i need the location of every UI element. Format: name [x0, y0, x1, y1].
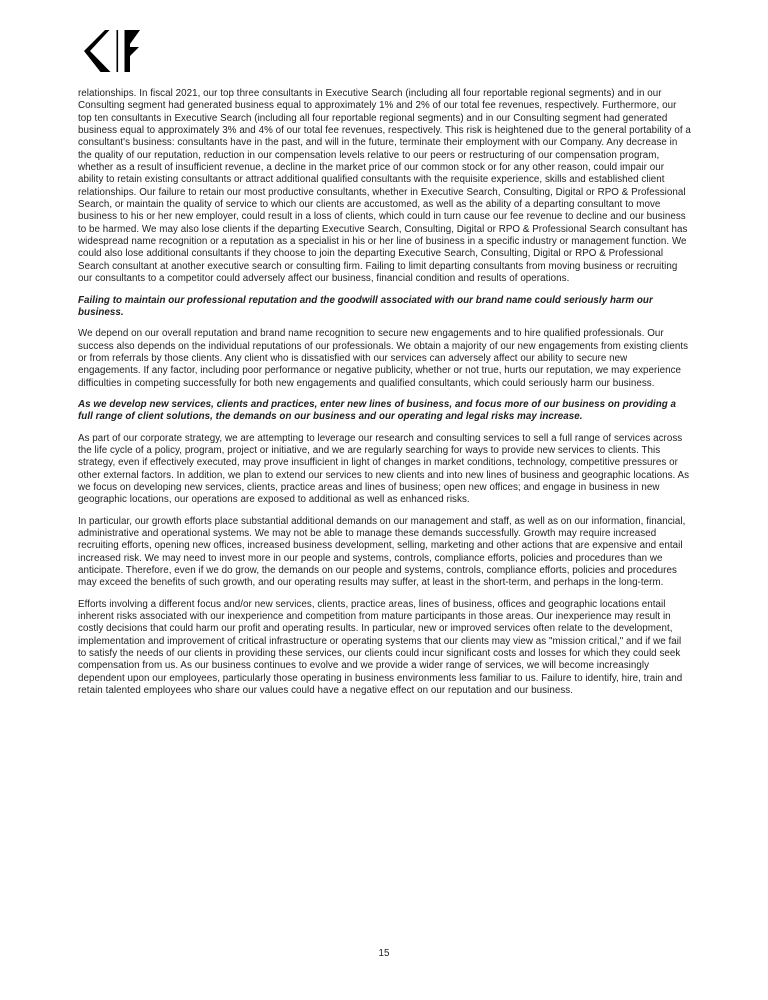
kf-monogram-icon — [78, 30, 140, 72]
document-body — [78, 88, 692, 706]
paragraph-reputation-dependence: We depend on our overall reputation and brand name recognition to secure new engagements and to hire qualified professionals. Our success also depends on the individual reputations of our professionals. We obtain a majority of our new engagements from existing clients or from referrals by those clients. Any client who is dissatisfied with our services can adversely affect our ability to secure new engagements. If any factor, including poor performance or negative publicity, whether or not true, hurts our reputation, we may experience difficulties in competing successfully for both new engagements and qualified consultants, which could seriously harm our business. — [78, 328, 689, 389]
paragraph-new-focus-risks: Efforts involving a different focus and/or new services, clients, practice areas, lines of business, offices and geographic locations entail inherent risks associated with our inexperience and competition from mature participants in those areas. Our inexperience may result in costly decisions that could harm our profit and operating results. In particular, new or improved services often relate to the development, implementation and improvement of critical infrastructure or operating systems that our clients may view as "mission critical," and if we fail to satisfy the needs of our clients in providing these services, our clients could incur significant costs and losses for which they could seek compensation from us. As our business continues to evolve and we provide a wider range of services, we will become increasingly dependent upon our employees, particularly those operating in business environments less familiar to us. Failure to identify, hire, train and retain talented employees who share our values could have a negative effect on our reputation and our business. — [78, 598, 683, 697]
korn-ferry-logo — [78, 30, 140, 72]
paragraph-consultant-concentration: relationships. In fiscal 2021, our top three consultants in Executive Search (including all four reportable regional segments) and in our Consulting segment had generated business equal to approximately 1% and 2% of our total fee revenues, respectively. Furthermore, our top ten consultants in Executive Search (including all four reportable regional segments) and in our Consulting segment had generated business equal to approximately 3% and 4% of our total fee revenues, respectively. This risk is heightened due to the general portability of a consultant's business: consultants have in the past, and will in the future, terminate their employment with our Company. Any decrease in the quality of our reputation, reduction in our compensation levels relative to our peers or restructuring of our compensation program, whether as a result of insufficient revenue, a decline in the market price of our common stock or for any other reason, could impair our ability to retain existing consultants or attract additional qualified consultants with the requisite experience, skills and established client relationships. Our failure to retain our most productive consultants, whether in Executive Search, Consulting, Digital or RPO & Professional Search, or maintain the quality of service to which our clients are accustomed, as well as the ability of a departing consultant to move business to his or her new employer, could result in a loss of clients, which could in turn cause our fee revenue to decline and our business to be harmed. We may also lose clients if the departing Executive Search, Consulting, Digital or RPO & Professional Search consultant has widespread name recognition or a reputation as a specialist in his or her line of business in a specific industry or management function. We could also lose additional consultants if they choose to join the departing Executive Search, Consulting, Digital or RPO & Professional Search consultant at another executive search or consulting firm. Failing to limit departing consultants from moving business or recruiting our consultants to a competitor could adversely affect our business, financial condition and results of operations. — [78, 88, 691, 285]
page-number: 15 — [378, 948, 390, 959]
risk-heading-professional-reputation: Failing to maintain our professional reputation and the goodwill associated with our brand name could seriously harm our business. — [78, 294, 653, 318]
paragraph-corporate-strategy: As part of our corporate strategy, we are attempting to leverage our research and consulting services to sell a full range of services across the life cycle of a policy, program, project or initiative, and we are regularly searching for ways to provide new services to clients. This strategy, even if effectively executed, may prove insufficient in light of changes in market conditions, technology, competitive pressures or other external factors. In addition, we plan to extend our services to new clients and into new lines of business and geographic locations. As we focus on developing new services, clients, practice areas and lines of business; open new offices; and engage in business in new geographic locations, our operations are exposed to additional as well as enhanced risks. — [78, 432, 690, 506]
paragraph-growth-demands: In particular, our growth efforts place substantial additional demands on our management and staff, as well as on our information, financial, administrative and operational systems. We may not be able to manage these demands successfully. Growth may require increased recruiting efforts, opening new offices, increased business development, selling, marketing and other actions that are expensive and entail increased risk. We may need to invest more in our people and systems, controls, compliance efforts, policies and procedures than we anticipate. Therefore, even if we do grow, the demands on our people and systems, controls, compliance efforts, policies and procedures may exceed the benefits of such growth, and our operating results may suffer, at least in the short-term, and perhaps in the long-term. — [78, 515, 686, 589]
risk-heading-new-services-demands: As we develop new services, clients and practices, enter new lines of business, and focus more of our business on providing a full range of client solutions, the demands on our business and our operating and legal risks may increase. — [78, 398, 677, 423]
